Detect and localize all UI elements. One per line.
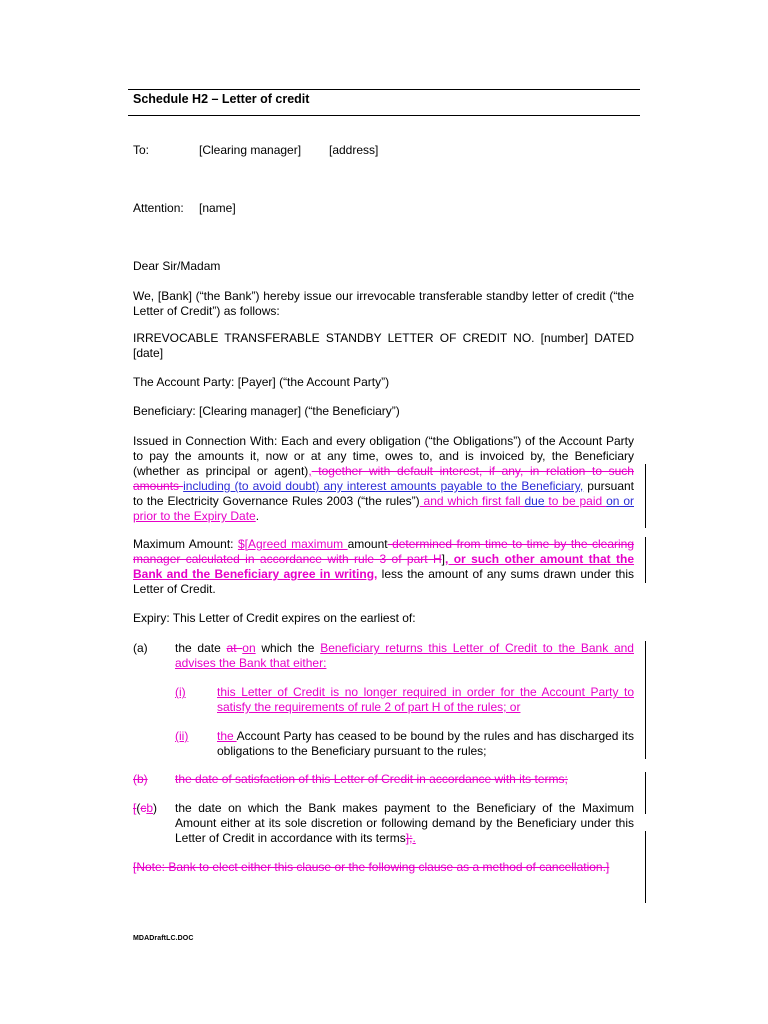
change-bar	[645, 831, 646, 903]
footer-filename: MDADraftLC.DOC	[133, 935, 194, 942]
maximum-paragraph	[133, 537, 634, 597]
clause-c-label-open: (	[136, 801, 141, 815]
clause-a-i-label: (i)	[175, 685, 186, 699]
issued-text-2: pursuant to the Electricity Governance Rules 2003 (“the rules”)	[133, 479, 634, 508]
maximum-label: Maximum Amount:	[133, 537, 238, 551]
maximum-inserted-2: , or such other amount that the Bank and the Beneficiary agree in writing,	[133, 552, 635, 581]
beneficiary: Beneficiary: [Clearing manager] (“the Beneficiary”)	[133, 404, 400, 418]
attention-label: Attention:	[133, 201, 184, 215]
clause-a-ii-inserted-the: the	[217, 729, 237, 743]
clause-a-ii-label: (ii)	[175, 729, 189, 743]
clause-c-label-deleted-bracket: [	[133, 801, 137, 815]
clause-a-deleted-at: at	[226, 641, 243, 655]
maximum-text-2: ]	[441, 552, 445, 566]
note-paragraph: [Note: Bank to elect either this clause or the following clause as a method of cancellation.]	[133, 860, 610, 874]
attention-name: [name]	[199, 201, 236, 215]
clause-a-ii	[175, 729, 634, 759]
clause-c-label-deleted-c: c	[140, 801, 147, 815]
account-party: The Account Party: [Payer] (“the Account Party”)	[133, 375, 390, 389]
clause-a-inserted-2: Beneficiary returns this Letter of Credit to the Bank and advises the Bank that either:	[175, 641, 634, 670]
maximum-text-1: amount	[347, 537, 388, 551]
issued-inserted-6: prior to the Expiry Date	[133, 509, 256, 523]
clause-c-label-close: )	[153, 801, 158, 815]
clause-a-inserted-on: on	[242, 641, 256, 655]
clause-c-label-inserted-b: b	[146, 801, 154, 815]
intro-paragraph: We, [Bank] (“the Bank”) hereby issue our irrevocable transferable standby letter of credit (“the Letter of Credit”) as follows:	[133, 289, 634, 318]
clause-c-inserted-end: .	[412, 831, 416, 845]
issued-inserted-comma: ,	[308, 464, 312, 478]
lc-heading: IRREVOCABLE TRANSFERABLE STANDBY LETTER OF CREDIT NO. [number] DATED [date]	[133, 331, 634, 360]
clause-a-ii-text: Account Party has ceased to be bound by the rules and has discharged its obligations to the Beneficiary pursuant to the rules;	[217, 729, 635, 758]
title-bottom-rule	[128, 115, 640, 116]
clause-a-i	[175, 685, 634, 715]
clause-c-body: the date on which the Bank makes payment to the Beneficiary of the Maximum Amount either at its sole discretion or following demand by the Beneficiary under this Letter of Credit in accordance with its terms	[175, 801, 634, 845]
issued-inserted-2: and which first fall	[419, 494, 525, 508]
change-bar	[645, 641, 646, 759]
issued-inserted-4: to be paid	[544, 494, 607, 508]
issued-end: .	[255, 509, 260, 523]
issued-deleted-text: together with default interest, if any, in relation to such amounts	[133, 464, 634, 493]
issued-inserted-text: including (to avoid doubt) any interest amounts payable to the Beneficiary,	[183, 479, 584, 493]
issued-text-1: Issued in Connection With: Each and every obligation (“the Obligations”) of the Account Party to pay the amounts it, now or at any time, owes to, and is invoiced by, the Beneficiary (whether as principal or agent)	[133, 434, 634, 478]
clause-a-text-1: the date	[175, 641, 227, 655]
schedule-title: Schedule H2 – Letter of credit	[133, 92, 310, 106]
issued-inserted-on-or: on or	[606, 494, 634, 508]
clause-b-label: (b)	[133, 772, 148, 786]
to-address: [address]	[329, 143, 379, 157]
clause-b-text: the date of satisfaction of this Letter of Credit in accordance with its terms;	[175, 772, 568, 786]
to-label: To:	[133, 143, 150, 157]
clause-c-label	[133, 801, 157, 816]
issued-paragraph	[133, 434, 634, 524]
change-bar	[645, 772, 646, 814]
change-bar	[645, 537, 646, 583]
change-bar	[645, 464, 646, 528]
clause-a-i-text: this Letter of Credit is no longer required in order for the Account Party to satisfy the requirements of rule 2 of part H of the rules; or	[217, 685, 634, 714]
to-clearing-manager: [Clearing manager]	[199, 143, 302, 157]
clause-c-text	[175, 801, 634, 846]
clause-a-text-2: which the	[255, 641, 321, 655]
maximum-deleted: determined from time to time by the clearing manager calculated in accordance with rule 3 of part H	[133, 537, 635, 566]
clause-a-text	[175, 641, 634, 671]
clause-a-label: (a)	[133, 641, 148, 655]
clause-a-ii-body	[217, 729, 634, 759]
maximum-inserted-1: $[Agreed maximum	[237, 537, 348, 551]
salutation: Dear Sir/Madam	[133, 259, 221, 273]
expiry-line: Expiry: This Letter of Credit expires on the earliest of:	[133, 611, 416, 625]
title-top-rule	[128, 89, 640, 90]
clause-c-deleted-end: ];	[405, 831, 413, 845]
maximum-text-3: less the amount of any sums drawn under this Letter of Credit.	[133, 567, 634, 596]
issued-inserted-due: due	[524, 494, 545, 508]
